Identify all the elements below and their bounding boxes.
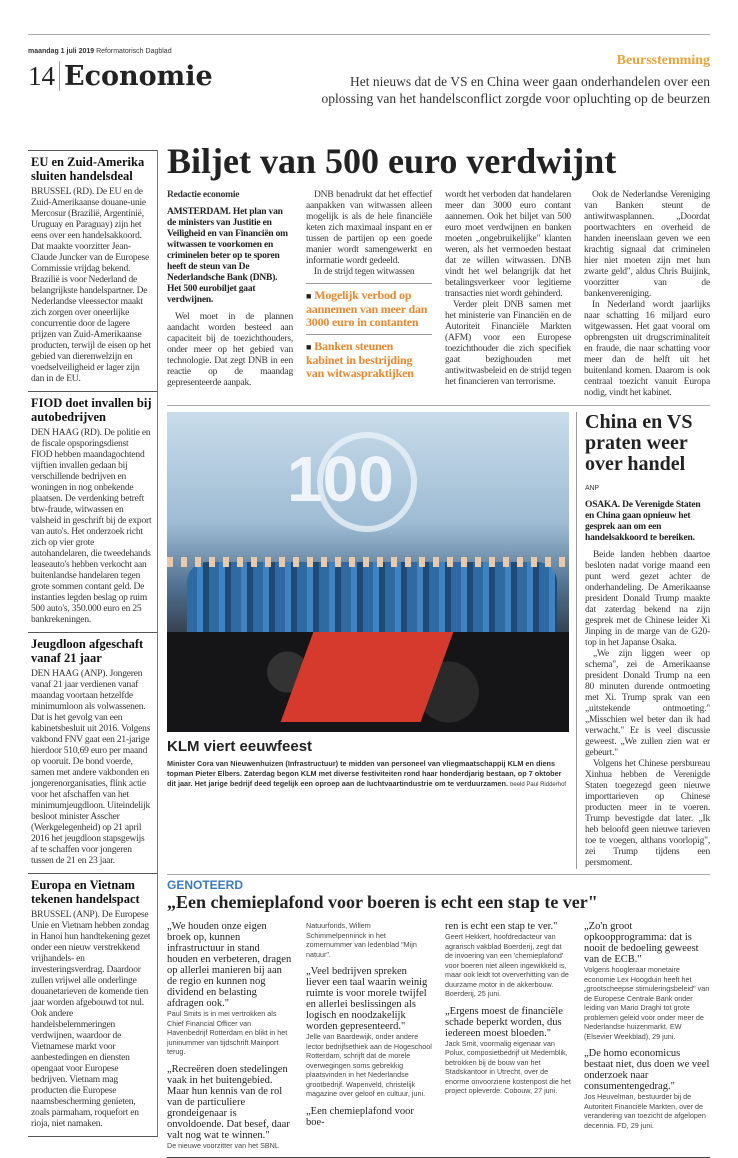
byline: Redactie economie: [167, 190, 240, 200]
main-content: [167, 140, 710, 1158]
china-article: [576, 412, 710, 869]
brief-title: EU en Zuid-Amerika sluiten handelsdeal: [31, 155, 145, 183]
backdrop-logo: 100: [287, 443, 394, 515]
genoteerd-rule: [167, 874, 710, 875]
photo-caption: [167, 759, 569, 790]
quote-source: Natuurfonds, Willem Schimmelpenninck in het zomernummer van ledenblad "Mijn natuur".: [306, 921, 417, 959]
photo-title: KLM viert eeuwfeest: [167, 738, 313, 755]
klm-photo: [167, 412, 569, 732]
paragraph: Verder pleit DNB samen met het ministerie van Financiën en de Autoriteit Financiële Markten (AFM) voor een Europese toezichthouder die zich specifiek gaat bezighouden met antiwitwasbeleid en de strijd tegen het financieren van terrorisme.: [445, 300, 571, 387]
genoteerd-headline: „Een chemieplafond voor boeren is echt een stap te ver": [167, 892, 598, 912]
quote: „De homo economicus bestaat niet, dus doen we veel onderzoek naar consumentengedrag.": [584, 1048, 710, 1092]
quote-source: Jos Heuvelman, bestuurder bij de Autoriteit Financiële Markten, over de verandering van toezicht de afgelopen decennia. FD, 29 juni.: [584, 1092, 706, 1130]
caption-text: Minister Cora van Nieuwenhuizen (Infrastructuur) te midden van personeel van vliegmaatschappij KLM en diens topman Pieter Elbers. Zaterdag begon KLM met diverse festiviteiten rond haar honderdjarig bestaan, op 7 oktober dit jaar. Het jarige bedrijf deed tegelijk een oproep aan de luchtvaartindustrie om te verduurzamen.: [167, 759, 562, 788]
brief-body: BRUSSEL (RD). De EU en de Zuid-Amerikaanse douane-unie Mercosur (Brazilië, Argentinië, Uruguay en Paraguay) zijn het eens over een handelsakkoord. Dat maakte voorzitter Jean-Claude Juncker van de Europese Commissie vrijdag bekend. Brazilië is voor Nederland de belangrijkste handelspartner. De Nederlandse vleessector maakt zich zorgen over oneerlijke concurrentie door de lagere prijzen van Zuid-Amerikaanse producten, terwijl de eisen op het gebied van dierenwelzijn en voedselveiligheid er lager zijn dan in de EU.: [31, 187, 151, 384]
paragraph: Ook de Nederlandse Vereniging van Banken steunt de antiwitwasplannen. „Doordat poortwachters en overheid de handen ineenslaan geven we een krachtig signaal dat criminelen hier niet moeten zijn met hun zwarte geld", aldus Chris Buijink, voorzitter van de bankenvereniging.: [584, 190, 710, 299]
main-headline: Biljet van 500 euro verdwijnt: [167, 141, 617, 181]
brief-vietnam: [28, 873, 158, 1137]
paragraph: wordt het verboden dat handelaren meer dan 3000 euro contant aannemen. Ook het biljet van 500 euro moet verdwijnen en banken moeten „ongebruikelijke" klanten weren, als het vermoeden bestaat dat ze willen witwassen. DNB vindt het wel belangrijk dat het betalingsverkeer voor legitieme transacties niet wordt gehinderd.: [445, 190, 571, 299]
brief-body: DEN HAAG (ANP). Jongeren vanaf 21 jaar verdienen vanaf maandag voortaan hetzelfde minimumloon als volwassenen. Dat is het gevolg van een kabinetsbesluit uit 2016. Volgens vakbond FNV gaat een 21-jarige hierdoor 510,69 euro per maand op vooruit. De bond voerde, samen met andere vakbonden en jongerenorganisaties, flink actie voor het afschaffen van het minimumjeugdloon. Uiteindelijk besloot minister Asscher (Werkgelegenheid) op 21 april 2016 het jeugdloon stapsgewijs af te schaffen voor jongeren tussen de 21 en 23 jaar.: [31, 669, 151, 866]
lead: AMSTERDAM. Het plan van de ministers van Justitie en Veiligheid en van Financiën om witwassen te voorkomen en criminelen beter op te sporen heeft de steun van De Nederlandsche Bank (DNB). Het 500 eurobiljet gaat verdwijnen.: [167, 207, 288, 305]
main-col-1: [167, 190, 293, 399]
beursstemming-text: Het nieuws dat de VS en China weer gaan onderhandelen over een oplossing van het handelsconflict zorgde voor opluchting op de beurzen: [321, 74, 710, 106]
briefs-column: [28, 150, 158, 1137]
square-bullet-icon: ■: [306, 291, 312, 301]
quotes: [167, 921, 710, 1157]
main-col-3: [445, 190, 571, 399]
quote-source: Jack Smit, voormalig eigenaar van Polux, composietbedrijf uit Medemblik, betrokken bij de bouw van het Stadskantoor in Utrecht, over de enorme onvoorziene kostenpost die het project opleverde. Cobouw, 27 juni.: [445, 1038, 571, 1095]
pull-quote-text: Mogelijk verbod op aannemen van meer dan 3000 euro in contanten: [306, 288, 428, 329]
quote-col-4: [584, 921, 710, 1157]
brief-title: FIOD doet invallen bij autobedrijven: [31, 396, 152, 424]
china-headline: China en VS praten weer over handel: [585, 411, 693, 475]
paragraph: „We zijn liggen weer op schema", zei de Amerikaanse president Donald Trump na een 80 minuten durende ontmoeting met Xi. Trump sprak van een „uitstekende ontmoeting." „Misschien wel beter dan ik had verwacht." Er is veel discussie geweest. „We zullen zien wat er gebeurt.": [585, 649, 710, 758]
photo-block: [167, 412, 571, 869]
dateline: [28, 48, 172, 55]
date: maandag 1 juli 2019: [28, 48, 95, 55]
square-bullet-icon: ■: [306, 342, 312, 352]
quote-col-2: [306, 921, 432, 1157]
lead: OSAKA. De Verenigde Staten en China gaan opnieuw het gesprek aan om een handelsakkoord te bereiken.: [585, 500, 701, 543]
quote: „Veel bedrijven spreken liever een taal waarin weinig ruimte is voor morele twijfel en allerlei beslissingen als logisch en noodzakelijk worden gepresenteerd.": [306, 966, 428, 1032]
brief-body: DEN HAAG (RD). De politie en de fiscale opsporingsdienst FIOD hebben maandagochtend vijftien invallen gedaan bij verschillende bedrijven en woningen in nog onbekende plaatsen. De verdenking betreft btw-fraude, witwassen en valsheid in geschrift bij de export van auto's. Het onderzoek richt zich op vier grote autohandelaren, die tweedehands leaseauto's hebben verkocht aan buitenlandse handelaren tegen grote sommen contant geld. De instanties legden beslag op ruim 500 auto's, 350.000 euro en 25 bankrekeningen.: [31, 428, 152, 625]
section-header: [28, 60, 213, 93]
photo-row: [167, 412, 710, 869]
paragraph: In Nederland wordt jaarlijks naar schatting 16 miljard euro witgewassen. Het gaat vooral om opbrengsten uit drugscriminaliteit en fraude, die naar schatting voor meer dan de helft uit het buitenland komen. Daarom is ook centraal toezicht vanuit Europa nodig, vindt het kabinet.: [584, 300, 710, 398]
paragraph: DNB benadrukt dat het effectief aanpakken van witwassen alleen mogelijk is als de hele financiële keten zich maximaal inspant en er tussen de partijen op een goede manier wordt samengewerkt en informatie wordt gedeeld.: [306, 190, 432, 266]
paragraph: In de strijd tegen witwassen: [314, 267, 415, 277]
quote-source: Geert Hekkert, hoofdredacteur van agrarisch vakblad Boerderij, zegt dat de invoering van een 'chemieplafond' voor boeren niet alleen ingewikkeld is, maar ook leidt tot oververhitting van de duurzame motor in de akkerbouw. Boerderij, 25 juni.: [445, 932, 569, 998]
beursstemming-label: Beursstemming: [616, 53, 710, 68]
quote: ren is echt een stap te ver.": [445, 921, 558, 932]
brief-eu-zuid-amerika: [28, 150, 158, 391]
quote-source: De nieuwe voorzitter van het SBNL: [167, 1140, 279, 1150]
china-body: [585, 483, 710, 869]
brief-jeugdloon: [28, 632, 158, 873]
paragraph: Wel moet in de plannen aandacht worden besteed aan capaciteit bij de toezichthouders, onder meer op het gebied van technologie. Dat zegt DNB in een reactie op de maandag gepresenteerde aanpak.: [167, 312, 293, 388]
brief-title: Europa en Vietnam tekenen handelspact: [31, 878, 140, 906]
photo-credit: beeld Paul Ridderhof: [510, 782, 567, 788]
divider: [59, 61, 60, 91]
pull-quote-1: [306, 283, 432, 329]
paragraph: Volgens het Chinese persbureau Xinhua hebben de Verenigde Staten toegezegd geen nieuwe importtarieven op Chinese producten meer in te voeren. Trump bevestigde dat later. „Ik heb beloofd geen nieuwe tarieven toe te voegen, althans voorlopig", zei Trump tijdens een persmoment.: [585, 759, 710, 868]
quote-source: Volgens hoogleraar monetaire economie Lex Hoogduin heeft het „grootscheepse stimuleringsbeleid" van de Europese Centrale Bank onder leiding van Mario Draghi tot grote problemen geleid voor onder meer de Nederlandse huizenmarkt. EW (Elsevier Weekblad), 29 juni.: [584, 965, 710, 1041]
page-number: 14: [28, 61, 55, 91]
quote: „Zo'n groot opkoopprogramma: dat is nooit de bedoeling geweest van de ECB.": [584, 921, 699, 965]
brief-body: BRUSSEL (ANP). De Europese Unie en Vietnam hebben zondag in Hanoi hun handtekening gezet onder een nieuw verstrekkend vrijhandels- en investeringsverdrag. Daardoor zullen vrijwel alle onderlinge douanetarieven de komende tien jaar worden afgebouwd tot nul. Ook andere handelsbelemmeringen verdwijnen, waardoor de Vietnamese markt voor aanbestedingen en diensten opengaat voor Europese bedrijven. Vietnam mag producten die Europese naamsbescherming genieten, zoals parmaham, roquefort en rioja, niet namaken.: [31, 910, 151, 1129]
quote: „Recreëren doen stedelingen vaak in het buitengebied. Maar hun kennis van de rol van de particuliere grondeigenaar is onvoldoende. Dat besef, daar valt nog wat te winnen.": [167, 1063, 290, 1141]
genoteerd-label: GENOTEERD: [167, 878, 244, 892]
quote-col-3: [445, 921, 571, 1157]
quote: „Ergens moest de financiële schade beperkt worden, dus iedereen moest bloeden.": [445, 1005, 563, 1039]
brief-title: Jeugdloon afgeschaft vanaf 21 jaar: [31, 637, 144, 665]
quote-source: Paul Smits is in mei vertrokken als Chief Financial Officer van Havenbedrijf Rotterdam en blikt in het juninummer van tijdschrift Mainport terug.: [167, 1009, 288, 1056]
paper-name: Reformatorisch Dagblad: [96, 48, 172, 55]
quote: „We houden onze eigen broek op, kunnen infrastructuur in stand houden en verbeteren, dragen op allerlei manieren bij aan de regio en kunnen nog dividend en belasting afdragen ook.": [167, 921, 292, 1009]
brief-fiod: [28, 391, 158, 632]
byline: ANP: [585, 485, 599, 492]
main-col-2: [306, 190, 432, 399]
main-col-4: [584, 190, 710, 399]
paragraph: Beide landen hebben daartoe besloten nadat vorige maand een punt werd gezet achter de onderhandeling. De Amerikaanse president Donald Trump maakte dat zaterdag bekend na zijn gesprek met de Chinese leider Xi Jinping in de marge van de G20-top in het Japanse Osaka.: [585, 550, 710, 648]
pull-quote-text: Banken steunen kabinet in bestrijding van witwaspraktijken: [306, 339, 414, 380]
section-title: Economie: [64, 61, 213, 92]
pull-quote-2: [306, 334, 432, 380]
quote-source: Jelle van Baardewijk, onder andere lector bedrijfsethiek aan de Hogeschool Rotterdam, schrijft dat de morele overwegingen soms gebrekkig plaatsvinden in het Nederlandse grootbedrijf. Wapenveld, christelijk magazine over geloof en cultuur, juni.: [306, 1032, 432, 1098]
quote: „Een chemieplafond voor boe-: [306, 1105, 414, 1128]
main-article: [167, 190, 710, 399]
quote-col-1: [167, 921, 293, 1157]
section-rule: [167, 405, 710, 406]
top-rule: [28, 34, 710, 35]
